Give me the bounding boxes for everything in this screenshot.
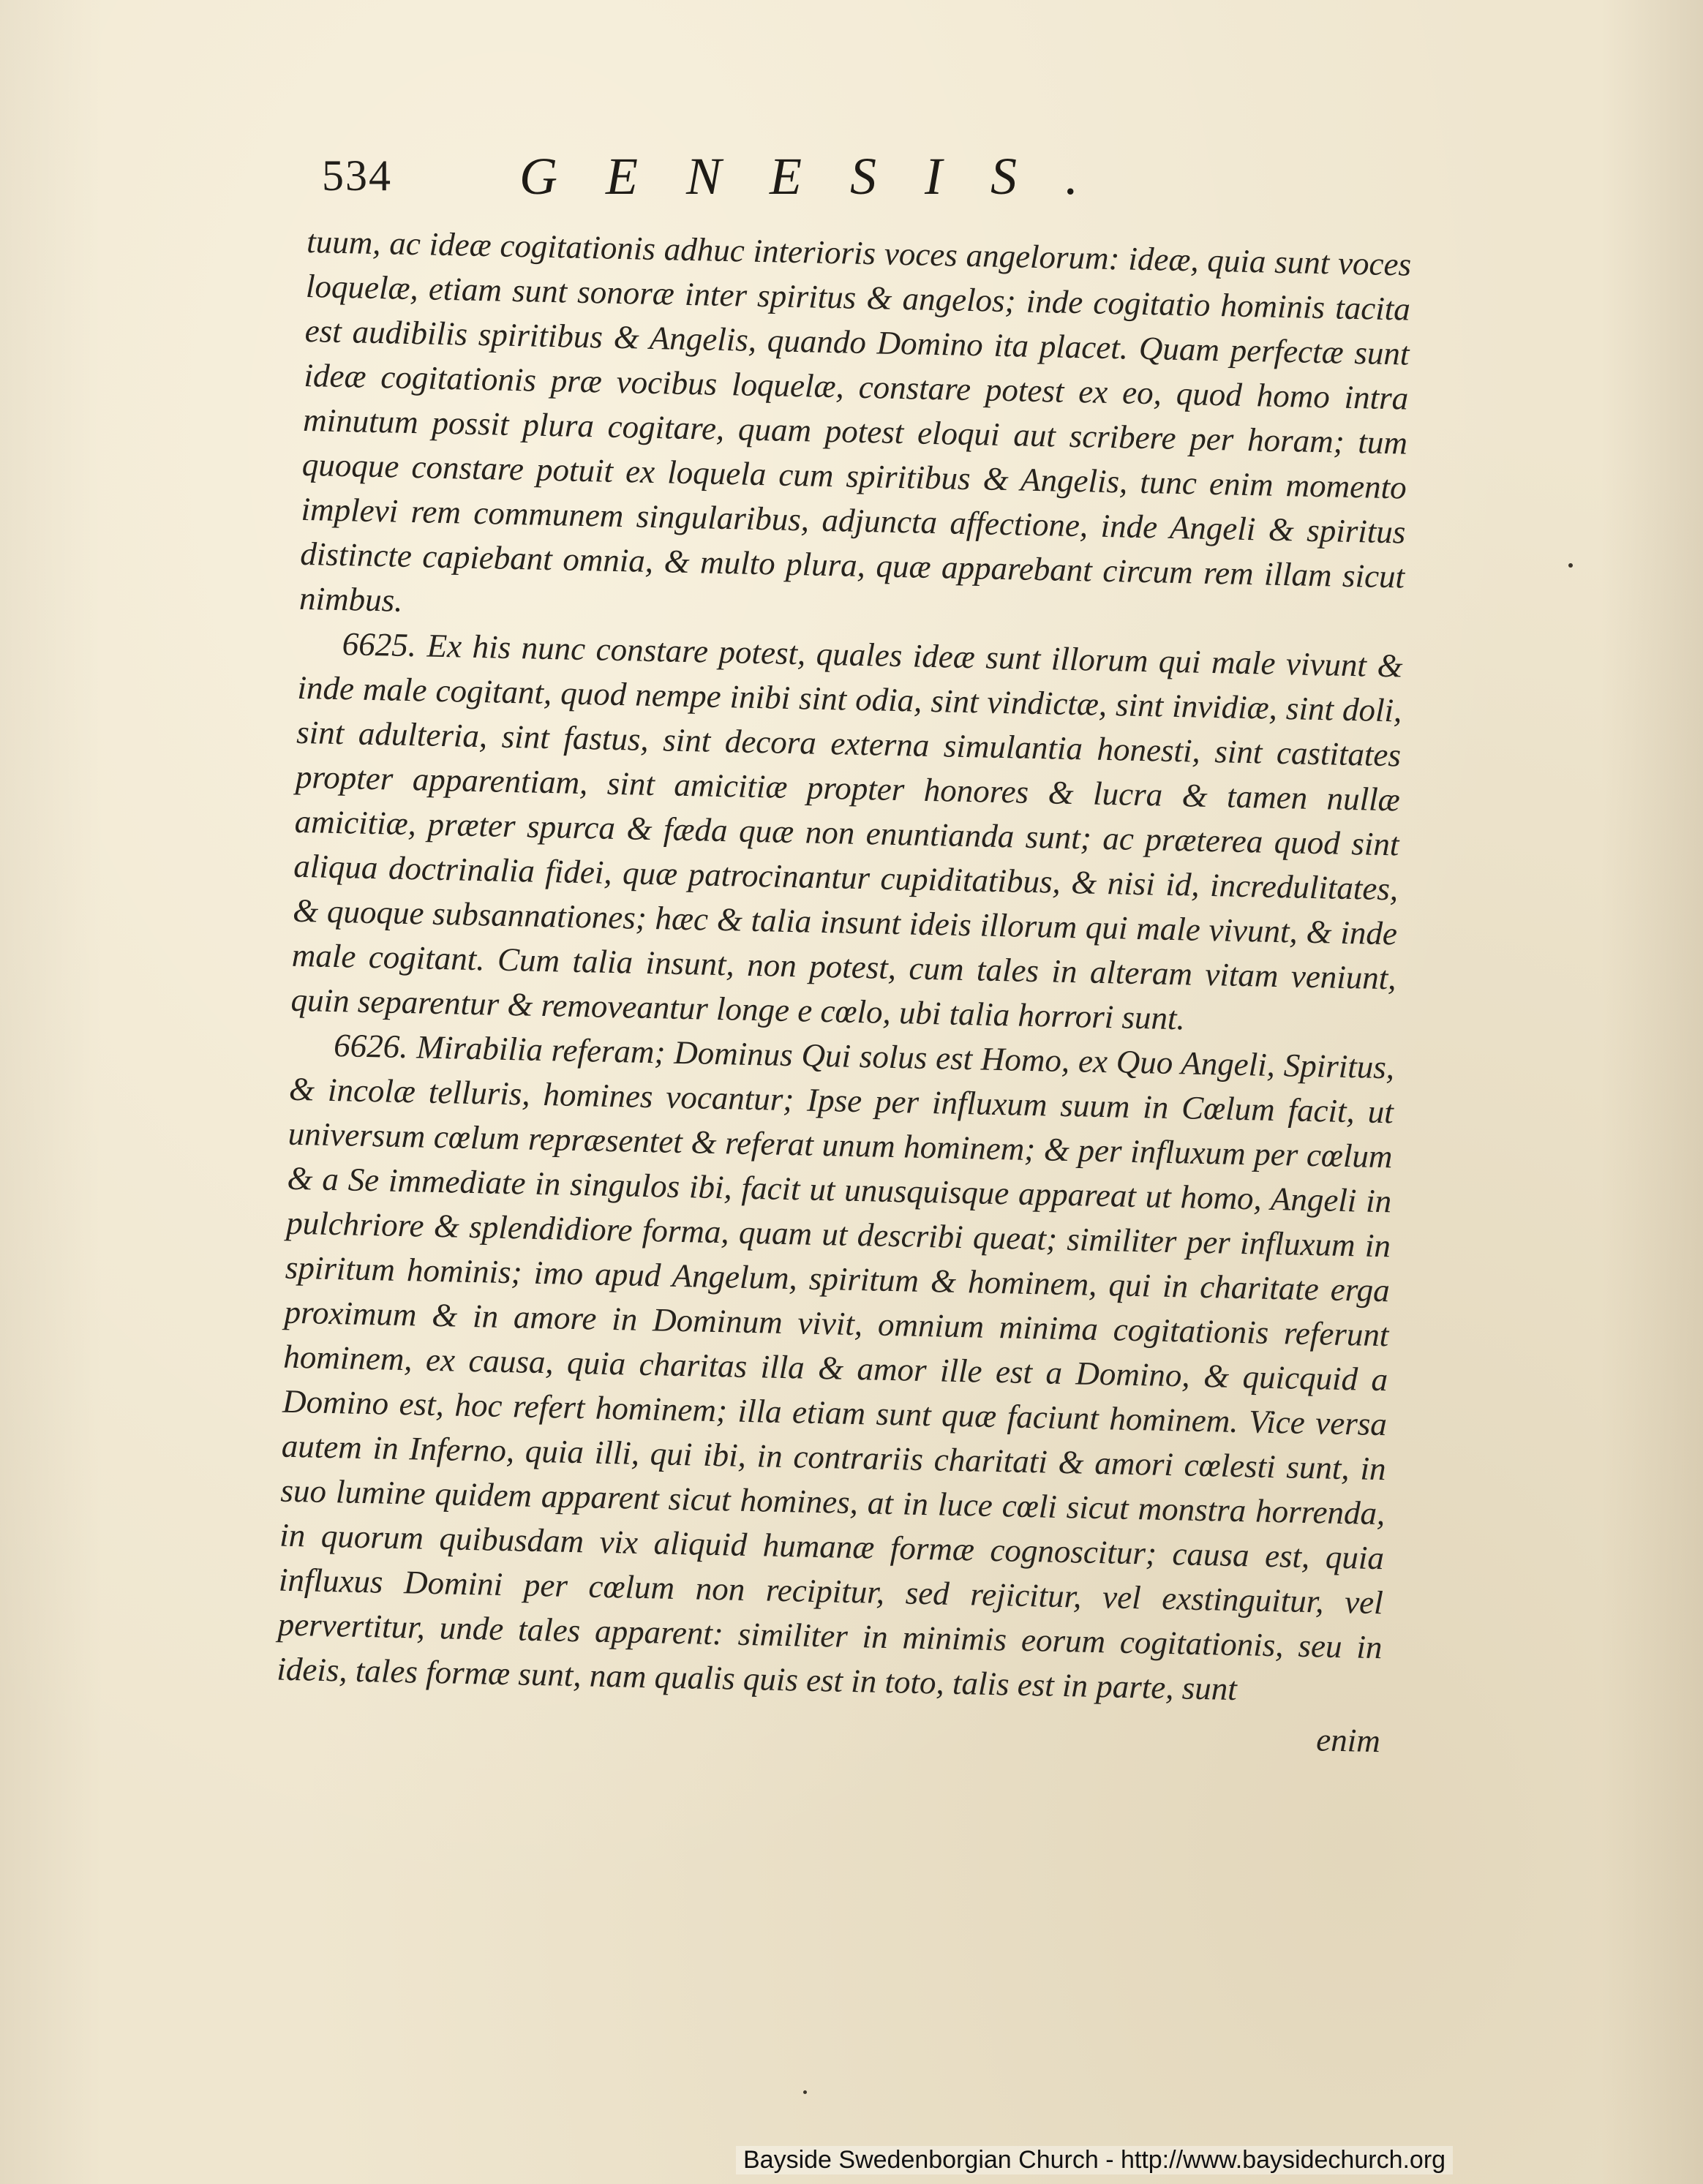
paragraph-6626: 6626. Mirabilia referam; Dominus Qui solus est Homo, ex Quo Angeli, Spiritus, & incolæ telluris, homines vocantur; Ipse per influxum suum in Cœlum facit, ut universum cœlum repræsentet & referat unum hominem; & per influxum per cœlum & a Se immediate in singulos ibi, facit ut unusquisque appareat ut homo, Angeli in pulchriore & splendidiore forma, quam ut describi queat; similiter per influxum in spiritum hominis; imo apud Angelum, spiritum & hominem, qui in charitate erga proximum & in amore in Dominum vivit, omnium minima cogitationis referunt hominem, ex causa, quia charitas illa & amor ille est a Domino, & quicquid a Domino est, hoc refert hominem; illa etiam sunt quæ faciunt hominem. Vice versa autem in Inferno, quia illi, qui ibi, in contrariis charitati & amori cœlesti sunt, in suo lumine quidem apparent sicut homines, at in luce cœli sicut monstra horrenda, in quorum quibusdam vix aliquid humanæ formæ cognoscitur; causa est, quia influxus Domini per cœlum non recipitur, sed rejicitur, vel exstinguitur, vel pervertitur, unde tales apparent: similiter in minimis eorum cogitationis, seu in ideis, tales formæ sunt, nam qualis quis est in toto, talis est in parte, sunt [276, 1027, 1395, 1708]
page-number: 534 [322, 151, 392, 200]
body-text [275, 219, 1411, 1763]
paper-speck [1568, 563, 1573, 568]
paper-speck [803, 2090, 807, 2094]
footer-credit: Bayside Swedenborgian Church - http://www.baysidechurch.org [736, 2146, 1453, 2174]
running-head: GENESIS. [519, 147, 1127, 206]
page-header [322, 146, 1222, 227]
paragraph-6625: 6625. Ex his nunc constare potest, quales ideæ sunt illorum qui male vivunt & inde male cogitant, quod nempe inibi sint odia, sint vindictæ, sint invidiæ, sint doli, sint adulteria, sint fastus, sint decora externa simulantia honesti, sint castitates propter apparentiam, sint amicitiæ propter honores & lucra & tamen nullæ amicitiæ, præter spurca & fæda quæ non enuntianda sunt; ac præterea quod sint aliqua doctrinalia fidei, quæ patrocinantur cupiditatibus, & nisi id, incredulitates, & quoque subsannationes; hæc & talia insunt ideis illorum qui male vivunt, & inde male cogitant. Cum talia insunt, non potest, cum tales in alteram vitam veniunt, quin separentur & removeantur longe e cœlo, ubi talia horrori sunt. [290, 625, 1404, 1037]
catchword: enim [1315, 1721, 1381, 1760]
paragraph-continuation: tuum, ac ideæ cogitationis adhuc interioris voces angelorum: ideæ, quia sunt voces loquelæ, etiam sunt sonoræ inter spiritus & angelos; inde cogitatio hominis tacita est audibilis spiritibus & Angelis, quando Domino ita placet. Quam perfectæ sunt ideæ cogitationis præ vocibus loquelæ, constare potest ex eo, quod homo intra minutum possit plura cogitare, quam potest eloqui aut scribere per horam; tum quoque constare potuit ex loquela cum spiritibus & Angelis, tunc enim momento implevi rem communem singularibus, adjuncta affectione, inde Angeli & spiritus distincte capiebant omnia, & multo plura, quæ apparebant circum rem illam sicut nimbus. [298, 222, 1412, 619]
